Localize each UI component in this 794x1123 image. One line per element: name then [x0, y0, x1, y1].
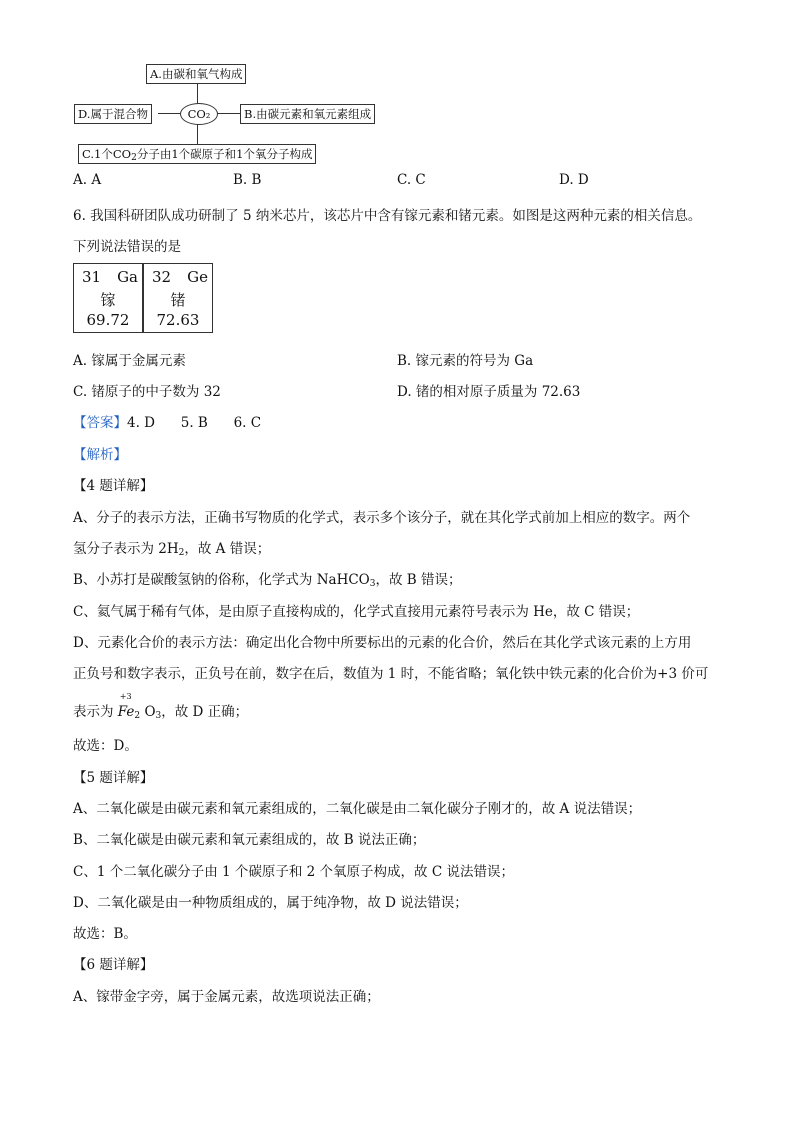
sec6-title: 【6 题详解】 [73, 957, 154, 973]
sec4-a: A、分子的表示方法，正确书写物质的化学式，表示多个该分子，就在其化学式前加上相应的数字。两个 [73, 510, 691, 526]
sec5-d: D、二氧化碳是由一种物质组成的，属于纯净物，故 D 说法错误； [73, 895, 468, 911]
element-symbol: Ge [187, 268, 208, 286]
q5-option-d: D. D [559, 172, 589, 188]
atomic-mass: 72.63 [156, 311, 200, 329]
diagram-hline-right [216, 113, 240, 114]
diagram-box-d: D.属于混合物 [74, 104, 152, 124]
element-symbol: Ga [117, 268, 138, 286]
sec6-a: A、镓带金字旁，属于金属元素，故选项说法正确； [73, 989, 380, 1005]
sec4-c: C、氦气属于稀有气体，是由原子直接构成的，化学式直接用元素符号表示为 He，故 C 错误； [73, 604, 640, 620]
diagram-box-c: C.1个$CO_2$分子由1个碳原子和1个氧分子构成 [78, 144, 316, 164]
diagram-vline-bottom [197, 124, 198, 144]
q5-option-a: A. A [73, 172, 102, 188]
sec5-a: A、二氧化碳是由碳元素和氧元素组成的，二氧化碳是由二氧化碳分子刚才的，故 A 说法错误； [73, 801, 642, 817]
diagram-hline-left [158, 113, 180, 114]
diagram-box-a: A.由碳和氧气构成 [146, 64, 246, 84]
q6-stem-line2: 下列说法错误的是 [73, 239, 181, 255]
q6-option-b: B. 镓元素的符号为 Ga [397, 353, 534, 369]
sec5-title: 【5 题详解】 [73, 770, 154, 786]
answer-line [73, 411, 261, 431]
element-table [73, 263, 213, 333]
sec4-d1: D、元素化合价的表示方法：确定出化合物中所要标出的元素的化合价，然后在其化学式该元素的上方用 [73, 635, 692, 651]
sec5-b: B、二氧化碳是由碳元素和氧元素组成的，故 B 说法正确； [73, 832, 426, 848]
q5-option-c: C. C [397, 172, 426, 188]
diagram-box-b: B.由碳元素和氧元素组成 [240, 104, 375, 124]
atomic-number: 32 [152, 268, 172, 286]
answer-text: 4. D 5. B 6. C [127, 415, 262, 431]
element-name: 锗 [170, 291, 186, 309]
element-name: 镓 [100, 291, 116, 309]
sec5-c: C、1 个二氧化碳分子由 1 个碳原子和 2 个氧原子构成，故 C 说法错误； [73, 864, 514, 880]
atomic-number: 31 [82, 268, 102, 286]
sec4-d3: 表示为 +3 $Fe_2$ $O_3$，故 D 正确； [73, 692, 249, 721]
q6-option-a: A. 镓属于金属元素 [73, 353, 186, 369]
q5-option-b: B. B [233, 172, 262, 188]
fe2o3-formula: +3 $Fe_2$ $O_3$ [117, 692, 162, 721]
sec4-choose: 故选：D。 [73, 738, 138, 754]
sec5-choose: 故选：B。 [73, 926, 137, 942]
sec4-d2: 正负号和数字表示，正负号在前，数字在后，数值为 1 时，不能省略；氧化铁中铁元素的化合价为+3 价可 [73, 666, 709, 682]
q6-option-d: D. 锗的相对原子质量为 72.63 [397, 384, 581, 400]
analysis-label: 【解析】 [73, 447, 127, 463]
diagram-center-ellipse: CO₂ [180, 103, 218, 125]
diagram-vline-top [197, 82, 198, 104]
answer-label: 【答案】 [73, 415, 127, 431]
sec4-a2: 氢分子表示为 $2H_2$，故 A 错误； [73, 541, 271, 558]
sec4-title: 【4 题详解】 [73, 478, 154, 494]
element-cell-ge [143, 264, 213, 333]
q6-stem-line1: 6. 我国科研团队成功研制了 5 纳米芯片，该芯片中含有镓元素和锗元素。如图是这两种元素的相关信息。 [73, 208, 702, 224]
q6-option-c: C. 锗原子的中子数为 32 [73, 384, 221, 400]
element-cell-ga [74, 264, 144, 333]
atomic-mass: 69.72 [86, 311, 130, 329]
sec4-b: B、小苏打是碳酸氢钠的俗称，化学式为 NaHCO$_3$，故 B 错误； [73, 572, 462, 589]
